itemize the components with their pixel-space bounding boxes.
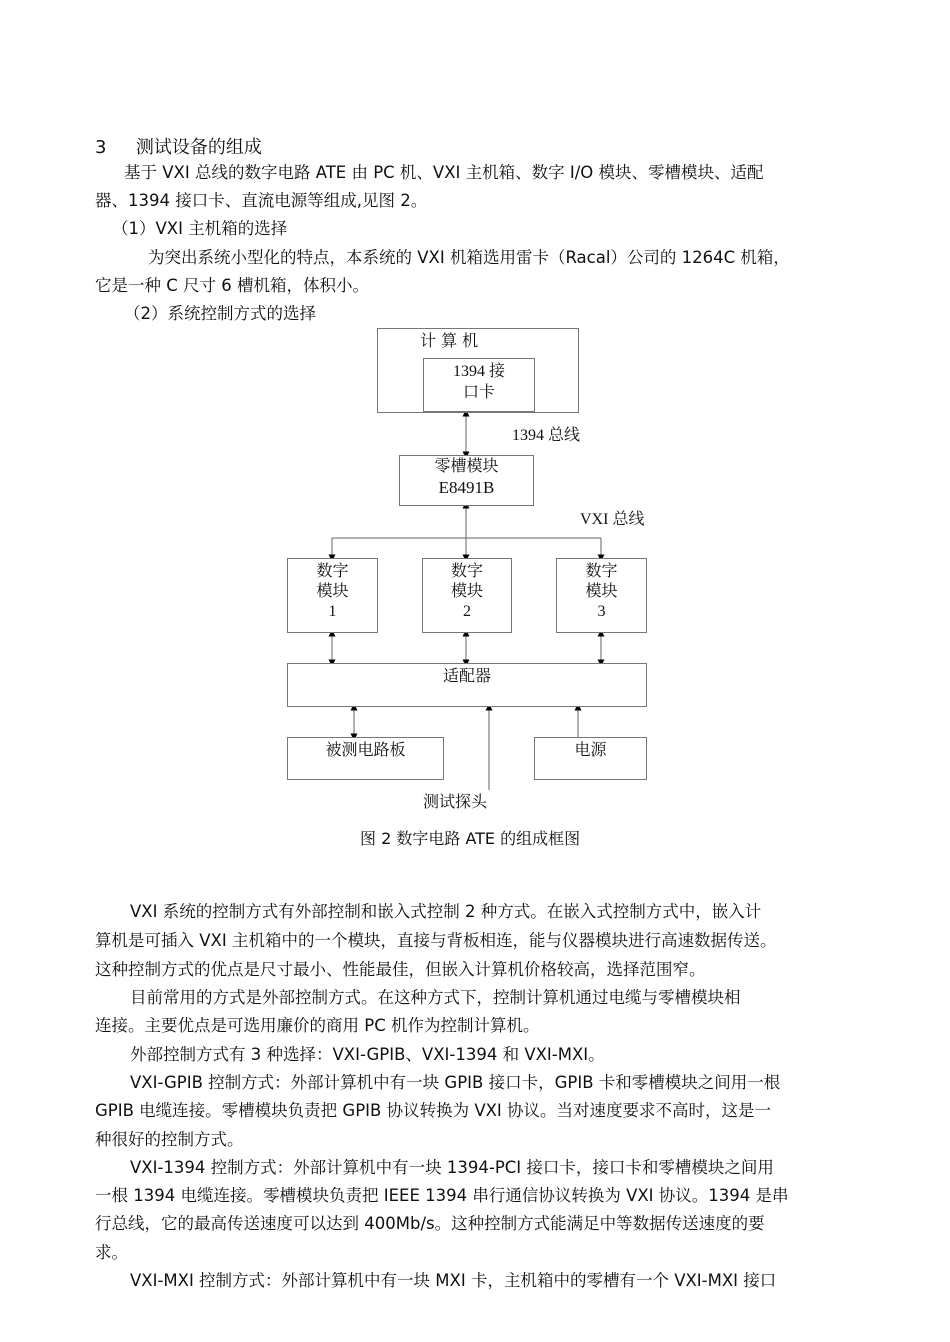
adapter-label: 适配器 xyxy=(442,668,491,685)
digital-module-2-label: 数字 xyxy=(450,563,483,580)
digital-module-1-label: 模块 xyxy=(316,583,349,600)
section-number: 3 xyxy=(95,137,107,158)
zero-slot-module-label: 零槽模块 xyxy=(434,458,499,475)
digital-module-3-label: 模块 xyxy=(585,583,618,600)
digital-module-3-number: 3 xyxy=(597,603,606,620)
digital-module-1-label: 数字 xyxy=(316,563,349,580)
intro-line: 器、1394 接口卡、直流电源等组成,见图 2。 xyxy=(95,191,428,210)
circuit-board-label: 被测电路板 xyxy=(325,742,406,759)
figure-caption: 图 2 数字电路 ATE 的组成框图 xyxy=(360,829,581,848)
computer-label: 计 算 机 xyxy=(420,331,479,350)
body-line: 外部控制方式有 3 种选择：VXI-GPIB、VXI-1394 和 VXI-MXI。 xyxy=(130,1045,605,1064)
zero-slot-module-model: E8491B xyxy=(438,478,495,497)
body-line: 一根 1394 电缆连接。零槽模块负责把 IEEE 1394 串行通信协议转换为 VXI 协议。1394 是串 xyxy=(95,1186,789,1205)
digital-module-1-number: 1 xyxy=(328,603,337,620)
body-line: VXI-1394 控制方式：外部计算机中有一块 1394-PCI 接口卡，接口卡和零槽模块之间用 xyxy=(130,1158,774,1177)
body-line: 算机是可插入 VXI 主机箱中的一个模块，直接与背板相连，能与仪器模块进行高速数据传送。 xyxy=(95,931,777,950)
body-line: 连接。主要优点是可选用廉价的商用 PC 机作为控制计算机。 xyxy=(95,1016,540,1035)
intro-line: 基于 VXI 总线的数字电路 ATE 由 PC 机、VXI 主机箱、数字 I/O 模块、零槽模块、适配 xyxy=(124,163,764,182)
body-line: 目前常用的方式是外部控制方式。在这种方式下，控制计算机通过电缆与零槽模块相 xyxy=(130,988,741,1007)
digital-module-3-label: 数字 xyxy=(585,563,618,580)
body-line: 求。 xyxy=(95,1243,128,1262)
subsection-1-line: 为突出系统小型化的特点，本系统的 VXI 机箱选用雷卡（Racal）公司的 1264C 机箱， xyxy=(148,248,790,267)
subsection-1-title: （1）VXI 主机箱的选择 xyxy=(112,219,288,238)
subsection-2-title: （2）系统控制方式的选择 xyxy=(124,304,316,323)
body-line: VXI-MXI 控制方式：外部计算机中有一块 MXI 卡，主机箱中的零槽有一个 VXI-MXI 接口 xyxy=(130,1271,777,1290)
interface-card-label: 1394 接 xyxy=(452,363,505,380)
test-probe-label: 测试探头 xyxy=(423,794,488,811)
bus-1394-label: 1394 总线 xyxy=(512,427,581,444)
interface-card-label: 口卡 xyxy=(462,384,495,401)
body-line: VXI 系统的控制方式有外部控制和嵌入式控制 2 种方式。在嵌入式控制方式中，嵌入计 xyxy=(130,902,762,921)
body-line: 种很好的控制方式。 xyxy=(95,1130,244,1149)
body-line: VXI-GPIB 控制方式：外部计算机中有一块 GPIB 接口卡，GPIB 卡和零槽模块之间用一根 xyxy=(130,1073,781,1092)
vxi-bus-label: VXI 总线 xyxy=(580,511,645,528)
digital-module-2-number: 2 xyxy=(463,603,471,620)
body-line: 行总线，它的最高传送速度可以达到 400Mb/s。这种控制方式能满足中等数据传送速度的要 xyxy=(95,1214,765,1233)
digital-module-2-label: 模块 xyxy=(450,583,483,600)
subsection-1-line: 它是一种 C 尺寸 6 槽机箱，体积小。 xyxy=(95,276,369,295)
body-line: 这种控制方式的优点是尺寸最小、性能最佳，但嵌入计算机价格较高，选择范围窄。 xyxy=(95,960,706,979)
body-line: GPIB 电缆连接。零槽模块负责把 GPIB 协议转换为 VXI 协议。当对速度要求不高时，这是一 xyxy=(95,1101,772,1120)
section-title: 测试设备的组成 xyxy=(135,137,262,158)
power-label: 电源 xyxy=(574,742,607,759)
